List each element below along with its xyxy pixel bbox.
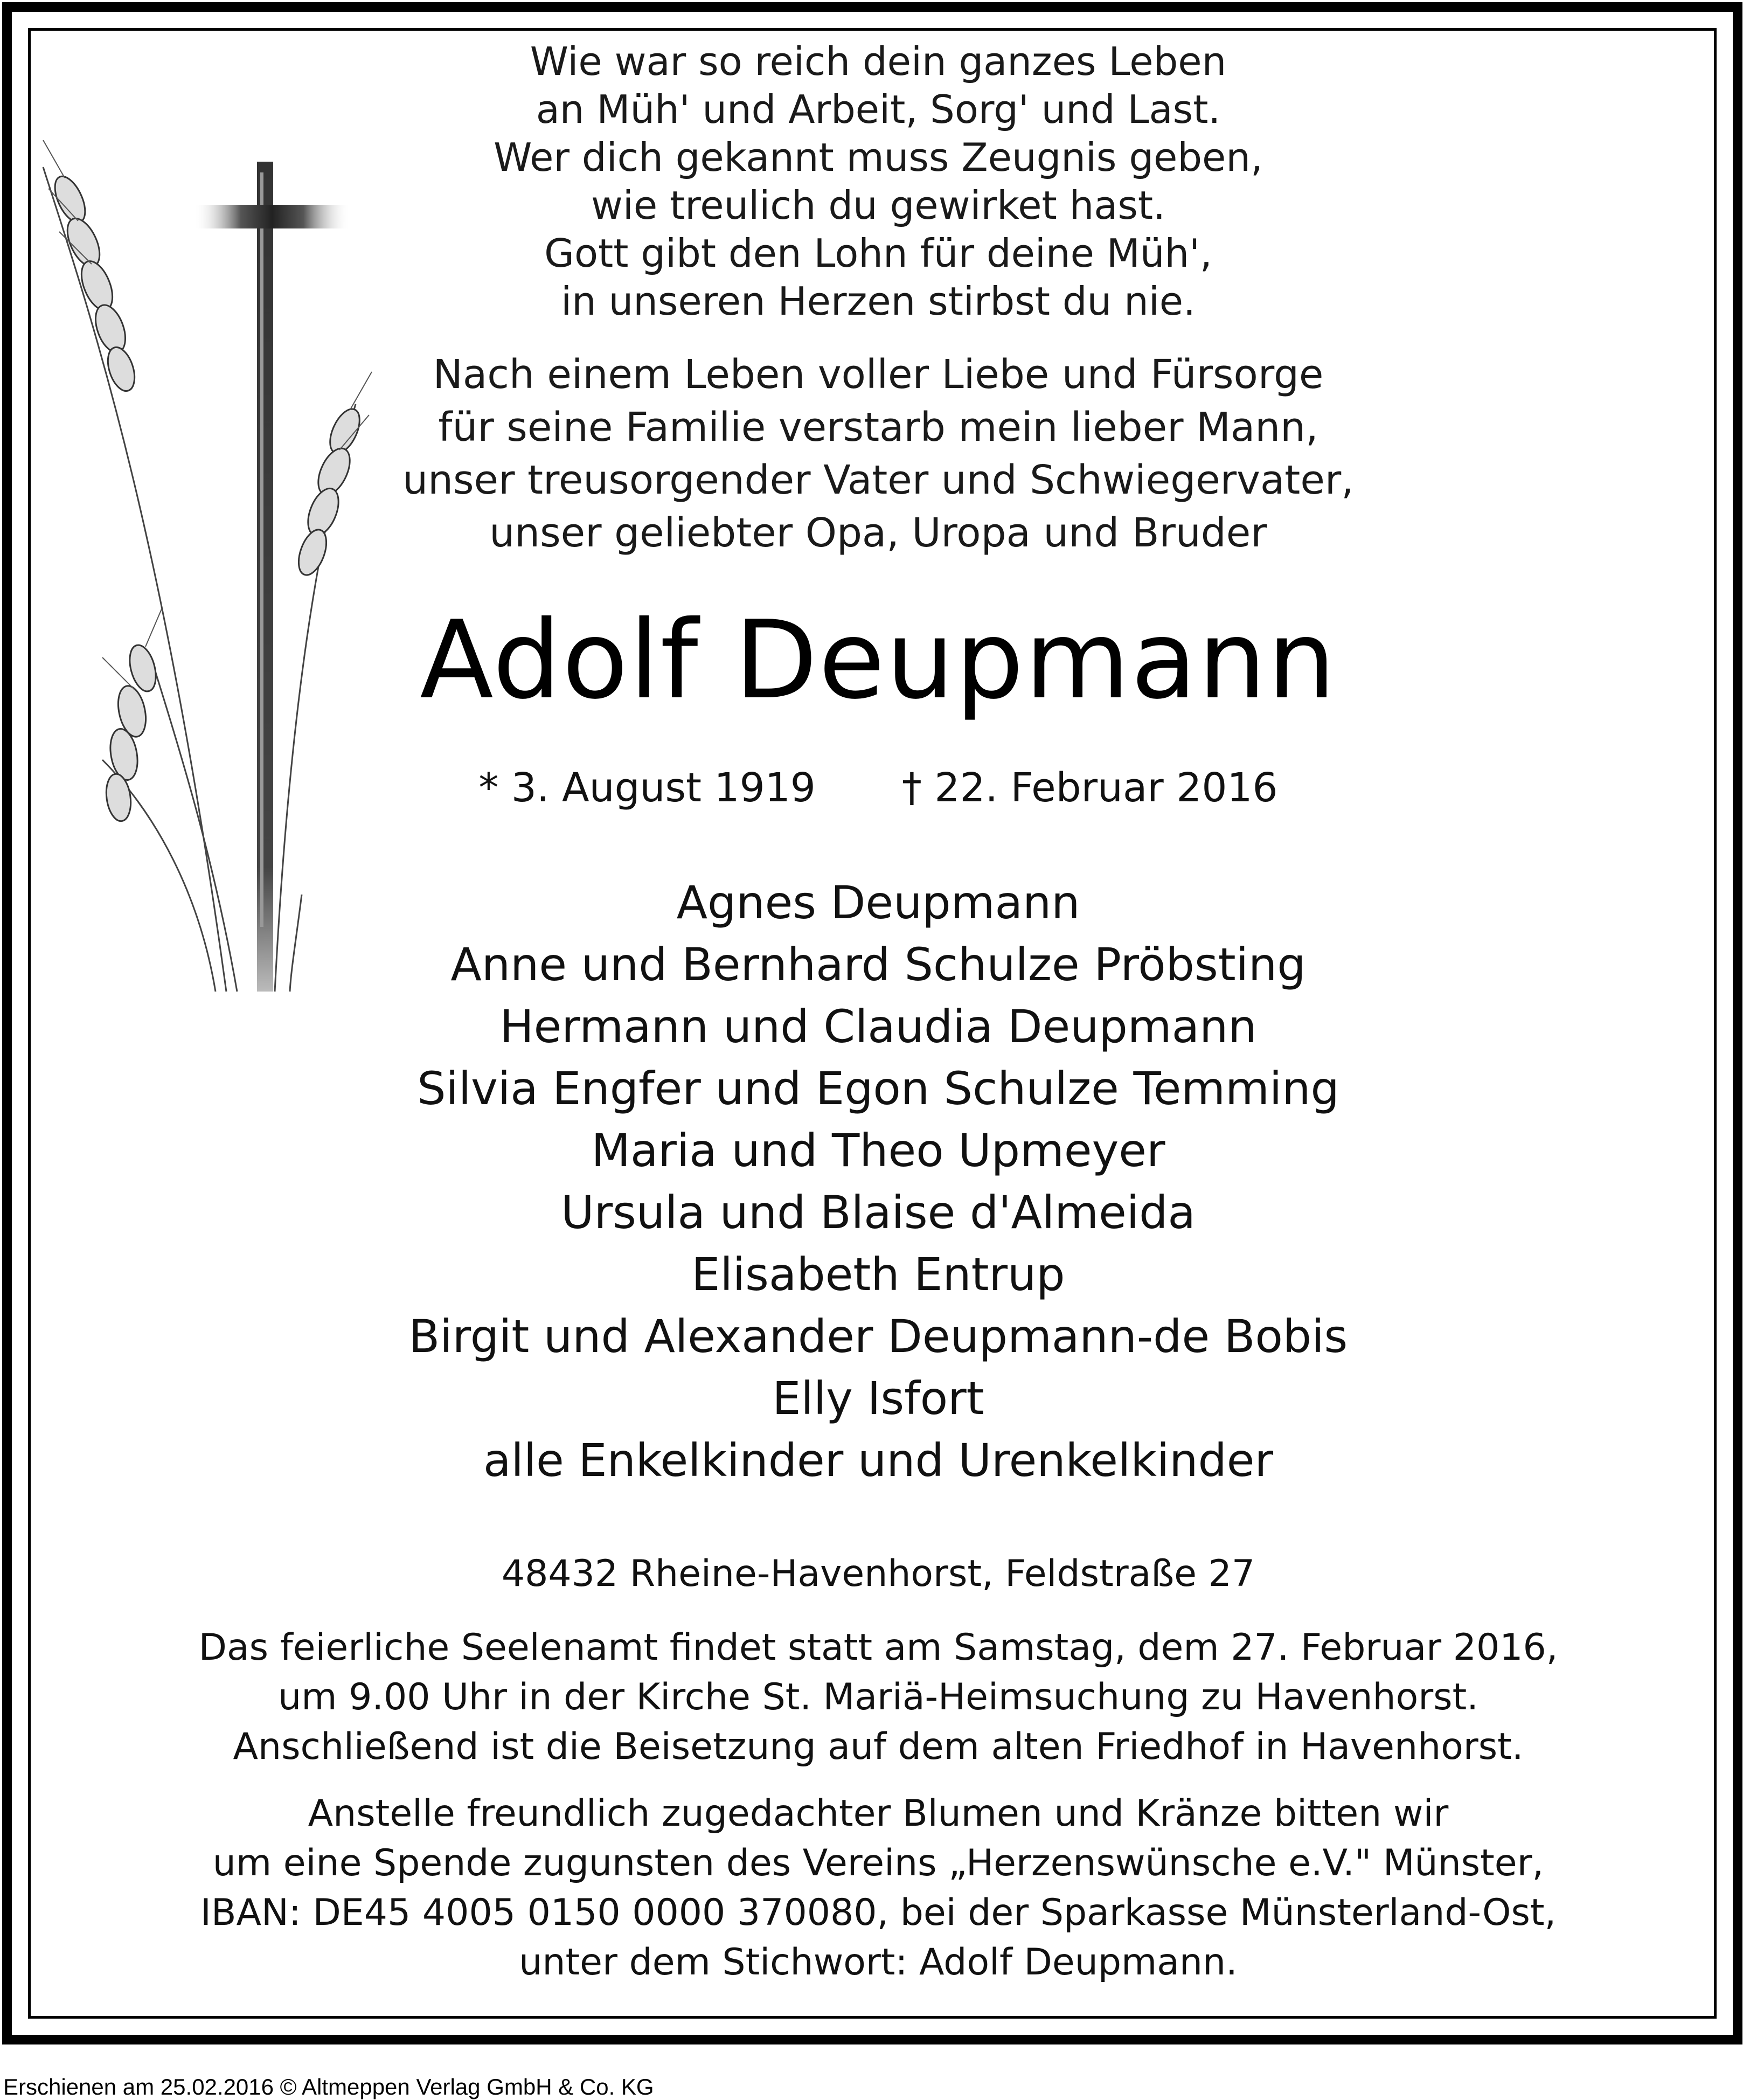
service-info — [162, 1623, 1595, 1772]
life-dates — [162, 763, 1595, 813]
mourner-entry: Birgit und Alexander Deupmann-de Bobis — [408, 1310, 1348, 1363]
poem-line: Gott gibt den Lohn für deine Müh', — [544, 231, 1212, 276]
intro-line: unser treusorgender Vater und Schwiegervater, — [402, 457, 1354, 503]
death-date: † 22. Februar 2016 — [901, 765, 1278, 811]
family-address: 48432 Rheine-Havenhorst, Feldstraße 27 — [501, 1553, 1255, 1595]
deceased-name: Adolf Deupmann — [420, 598, 1337, 723]
mourner-entry: Maria und Theo Upmeyer — [591, 1124, 1165, 1177]
intro-text — [162, 348, 1595, 559]
birth-date: * 3. August 1919 — [478, 765, 816, 811]
poem-line: an Müh' und Arbeit, Sorg' und Last. — [536, 87, 1221, 132]
poem-line: Wie war so reich dein ganzes Leben — [530, 39, 1227, 84]
donation-line: unter dem Stichwort: Adolf Deupmann. — [519, 1941, 1238, 1984]
poem-line: in unseren Herzen stirbst du nie. — [561, 279, 1196, 324]
service-line: Anschließend ist die Beisetzung auf dem alten Friedhof in Havenhorst. — [233, 1725, 1524, 1768]
donation-line: IBAN: DE45 4005 0150 0000 370080, bei der Sparkasse Münsterland-Ost, — [200, 1891, 1557, 1934]
mourner-entry: alle Enkelkinder und Urenkelkinder — [483, 1434, 1273, 1487]
mourner-entry: Elisabeth Entrup — [691, 1248, 1065, 1301]
intro-line: für seine Familie verstarb mein lieber Mann, — [438, 404, 1318, 451]
intro-line: unser geliebter Opa, Uropa und Bruder — [489, 510, 1267, 556]
donation-line: Anstelle freundlich zugedachter Blumen und Kränze bitten wir — [308, 1792, 1449, 1835]
donation-line: um eine Spende zugunsten des Vereins „Herzenswünsche e.V." Münster, — [212, 1842, 1544, 1884]
publication-footer: Erschienen am 25.02.2016 © Altmeppen Verlag GmbH & Co. KG — [3, 2074, 654, 2099]
mourner-entry: Agnes Deupmann — [676, 876, 1080, 929]
poem — [162, 38, 1595, 325]
service-line: Das feierliche Seelenamt findet statt am Samstag, dem 27. Februar 2016, — [198, 1626, 1558, 1669]
mourner-entry: Hermann und Claudia Deupmann — [499, 1000, 1257, 1053]
mourner-entry: Anne und Bernhard Schulze Pröbsting — [450, 938, 1306, 991]
notice-content — [162, 38, 1595, 1987]
donation-info — [162, 1789, 1595, 1987]
poem-line: wie treulich du gewirket hast. — [591, 183, 1165, 228]
mourner-entry: Ursula und Blaise d'Almeida — [561, 1186, 1196, 1239]
service-line: um 9.00 Uhr in der Kirche St. Mariä-Heimsuchung zu Havenhorst. — [278, 1676, 1478, 1718]
intro-line: Nach einem Leben voller Liebe und Fürsorge — [433, 351, 1324, 398]
mourners-list — [162, 872, 1595, 1492]
poem-line: Wer dich gekannt muss Zeugnis geben, — [494, 135, 1263, 180]
mourner-entry: Silvia Engfer und Egon Schulze Temming — [417, 1062, 1339, 1115]
mourner-entry: Elly Isfort — [772, 1372, 984, 1425]
